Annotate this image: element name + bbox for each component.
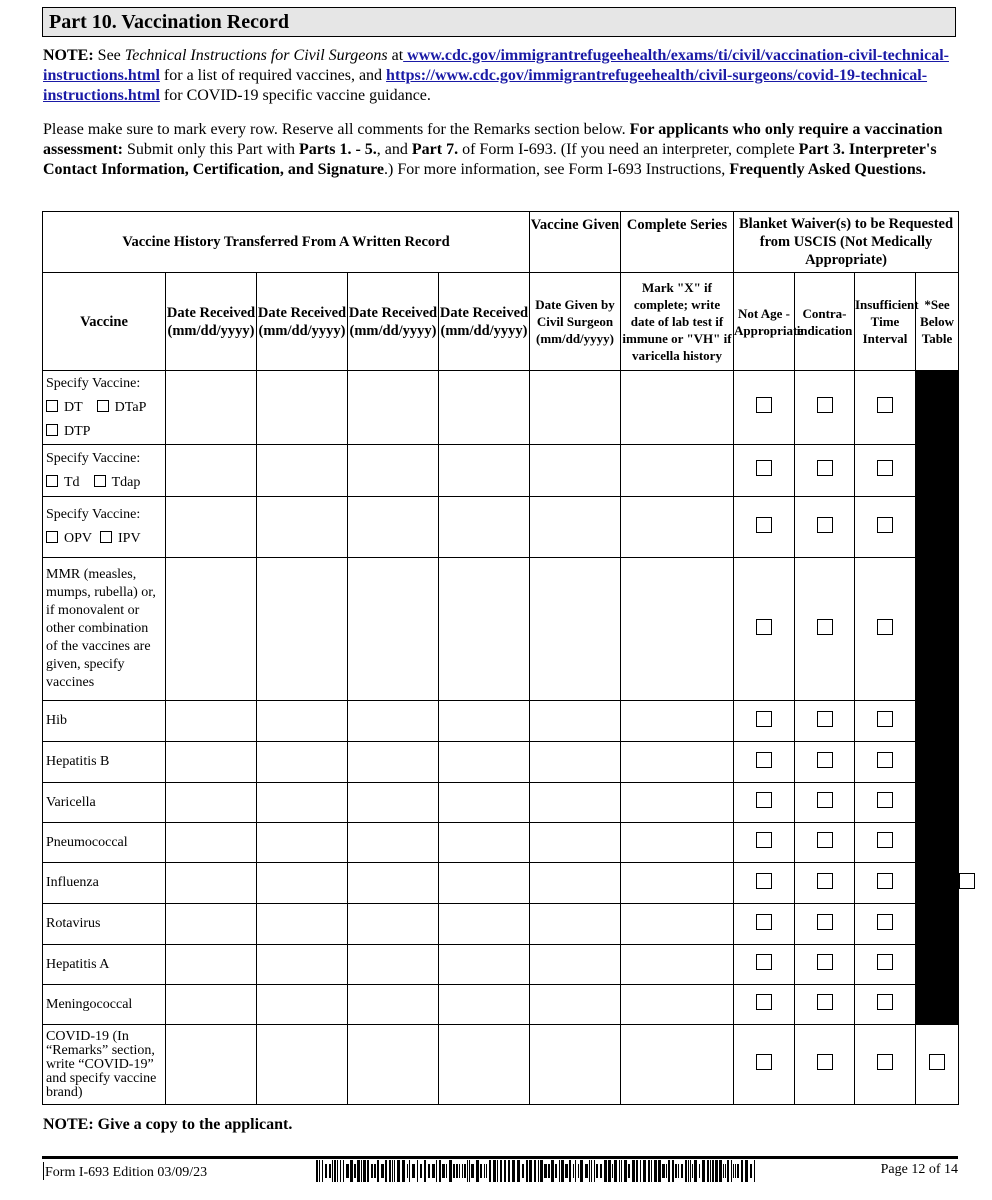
note-text-1: See — [93, 47, 125, 64]
date-given-cell[interactable] — [530, 742, 621, 783]
opv-checkbox[interactable] — [46, 531, 58, 543]
date-cell[interactable] — [348, 558, 439, 701]
col-date-received-4: Date Received (mm/dd/yyyy) — [439, 273, 530, 371]
vaccine-cell — [43, 445, 166, 497]
date-cell[interactable] — [257, 445, 348, 497]
date-given-cell[interactable] — [530, 904, 621, 945]
contra-checkbox[interactable] — [817, 954, 833, 970]
specify-label: Specify Vaccine: — [46, 375, 141, 391]
specify-label: Specify Vaccine: — [46, 450, 141, 466]
insufficient-checkbox[interactable] — [877, 914, 893, 930]
contra-checkbox[interactable] — [817, 460, 833, 476]
page-number: Page 12 of 14 — [880, 1162, 958, 1177]
date-cell[interactable] — [348, 863, 439, 904]
complete-cell[interactable] — [621, 742, 734, 783]
date-cell[interactable] — [257, 371, 348, 445]
date-cell[interactable] — [166, 783, 257, 823]
contra-checkbox[interactable] — [817, 619, 833, 635]
complete-cell[interactable] — [621, 497, 734, 558]
instructions-paragraph — [43, 120, 955, 180]
instr-bold-4: Part 3. Interpreter's Contact Information, Certification, and Signature — [43, 141, 937, 178]
date-cell[interactable] — [166, 823, 257, 863]
date-given-cell[interactable] — [530, 558, 621, 701]
not-age-checkbox[interactable] — [756, 873, 772, 889]
form-edition-text: Form I-693 Edition 03/09/23 — [45, 1165, 208, 1180]
insufficient-checkbox[interactable] — [877, 954, 893, 970]
insufficient-checkbox[interactable] — [877, 994, 893, 1010]
contra-checkbox[interactable] — [817, 711, 833, 727]
dt-label: DT — [64, 399, 83, 415]
insufficient-checkbox[interactable] — [877, 1054, 893, 1070]
col-mark-complete: Mark "X" if complete; write date of lab test if immune or "VH" if varicella history — [621, 273, 734, 371]
vaccine-name: Varicella — [43, 783, 166, 823]
insufficient-checkbox[interactable] — [877, 873, 893, 889]
date-cell[interactable] — [348, 985, 439, 1025]
table-row — [43, 701, 959, 742]
vaccine-cell — [43, 371, 166, 445]
instr-text-3: , and — [376, 141, 412, 158]
insufficient-checkbox[interactable] — [877, 832, 893, 848]
specify-label: Specify Vaccine: — [46, 507, 141, 522]
not-age-checkbox[interactable] — [756, 1054, 772, 1070]
header-vaccine-given: Vaccine Given — [530, 212, 621, 273]
not-age-checkbox[interactable] — [756, 994, 772, 1010]
table-row — [43, 445, 959, 497]
table-row — [43, 1025, 959, 1105]
col-vaccine: Vaccine — [43, 273, 166, 371]
complete-cell[interactable] — [621, 823, 734, 863]
date-cell[interactable] — [257, 823, 348, 863]
blacked-out-cell — [916, 371, 959, 904]
date-cell[interactable] — [348, 945, 439, 985]
note-text-4: for a list of required vaccines, and — [159, 67, 387, 84]
note-paragraph — [43, 46, 955, 106]
instr-text-2: Submit only this Part with — [123, 141, 300, 158]
not-age-checkbox[interactable] — [756, 752, 772, 768]
col-date-received-3: Date Received (mm/dd/yyyy) — [348, 273, 439, 371]
instr-bold-5: Frequently Asked Questions. — [729, 161, 926, 178]
date-cell[interactable] — [439, 371, 530, 445]
instr-text-1: Please make sure to mark every row. Reserve all comments for the Remarks section below. — [43, 121, 630, 138]
date-cell[interactable] — [439, 863, 530, 904]
table-row — [43, 863, 959, 904]
not-age-checkbox[interactable] — [756, 792, 772, 808]
date-cell[interactable] — [439, 985, 530, 1025]
date-cell[interactable] — [348, 904, 439, 945]
instr-text-4: of Form I-693. (If you need an interpreter, complete — [458, 141, 799, 158]
part-title: Part 10. Vaccination Record — [42, 7, 956, 37]
date-cell[interactable] — [439, 497, 530, 558]
complete-cell[interactable] — [621, 863, 734, 904]
table-row — [43, 371, 959, 445]
date-cell[interactable] — [257, 742, 348, 783]
vaccine-name: MMR (measles, mumps, rubella) or, if monovalent or other combination of the vaccines are given, specify vaccines — [43, 558, 166, 701]
not-age-checkbox[interactable] — [756, 711, 772, 727]
vaccine-name: Pneumococcal — [43, 823, 166, 863]
col-date-received-1: Date Received (mm/dd/yyyy) — [166, 273, 257, 371]
date-cell[interactable] — [257, 497, 348, 558]
date-cell[interactable] — [348, 742, 439, 783]
complete-cell[interactable] — [621, 783, 734, 823]
copy-note: NOTE: Give a copy to the applicant. — [43, 1116, 293, 1133]
date-given-cell[interactable] — [530, 701, 621, 742]
header-blanket-waiver: Blanket Waiver(s) to be Requested from USCIS (Not Medically Appropriate) — [734, 212, 959, 273]
date-cell[interactable] — [166, 945, 257, 985]
ipv-label: IPV — [118, 531, 141, 546]
date-given-cell[interactable] — [530, 497, 621, 558]
vaccine-name: Hib — [43, 701, 166, 742]
date-cell[interactable] — [348, 823, 439, 863]
col-date-received-2: Date Received (mm/dd/yyyy) — [257, 273, 348, 371]
instr-text-5: .) For more information, see Form I-693 Instructions, — [384, 161, 730, 178]
date-cell[interactable] — [166, 863, 257, 904]
contra-checkbox[interactable] — [817, 792, 833, 808]
table-row — [43, 497, 959, 558]
complete-cell[interactable] — [621, 1025, 734, 1105]
date-given-cell[interactable] — [530, 985, 621, 1025]
col-date-given: Date Given by Civil Surgeon (mm/dd/yyyy) — [530, 273, 621, 371]
date-cell[interactable] — [257, 985, 348, 1025]
date-cell[interactable] — [348, 445, 439, 497]
date-cell[interactable] — [166, 985, 257, 1025]
instr-bold-3: Part 7. — [411, 141, 459, 158]
date-cell[interactable] — [439, 701, 530, 742]
vaccine-name: Rotavirus — [43, 904, 166, 945]
note-text-5: for COVID-19 specific vaccine guidance. — [159, 87, 431, 104]
ipv-checkbox[interactable] — [100, 531, 112, 543]
insufficient-checkbox[interactable] — [877, 619, 893, 635]
date-cell[interactable] — [439, 783, 530, 823]
td-checkbox[interactable] — [46, 475, 58, 487]
note-label: NOTE: — [43, 47, 94, 64]
date-cell[interactable] — [166, 742, 257, 783]
complete-cell[interactable] — [621, 445, 734, 497]
tdap-label: Tdap — [111, 474, 141, 490]
not-age-checkbox[interactable] — [756, 397, 772, 413]
dt-checkbox[interactable] — [46, 400, 58, 412]
table-row — [43, 985, 959, 1025]
vaccine-name: COVID-19 (In “Remarks” section, write “COVID-19” and specify vaccine brand) — [43, 1025, 166, 1105]
vaccine-name: Hepatitis A — [43, 945, 166, 985]
col-contraindication: Contra- indication — [795, 273, 855, 371]
col-see-below: *See Below Table — [916, 273, 959, 371]
insufficient-checkbox[interactable] — [877, 517, 893, 533]
complete-cell[interactable] — [621, 904, 734, 945]
contra-checkbox[interactable] — [817, 752, 833, 768]
date-given-cell[interactable] — [530, 371, 621, 445]
date-cell[interactable] — [166, 1025, 257, 1105]
date-cell[interactable] — [166, 904, 257, 945]
note-italic-title: Technical Instructions for Civil Surgeons — [124, 47, 388, 64]
date-cell[interactable] — [439, 558, 530, 701]
dtp-checkbox[interactable] — [46, 424, 58, 436]
contra-checkbox[interactable] — [817, 832, 833, 848]
dtap-checkbox[interactable] — [97, 400, 109, 412]
blacked-out-cell — [916, 904, 959, 1025]
cdc-covid-link[interactable]: https://www.cdc.gov/immigrantrefugeehealth/civil-surgeons/covid-19-technical-instructions.html — [43, 67, 928, 104]
date-cell[interactable] — [257, 863, 348, 904]
table-row — [43, 904, 959, 945]
date-cell[interactable] — [439, 742, 530, 783]
vaccination-table — [42, 211, 959, 1105]
date-cell[interactable] — [439, 445, 530, 497]
header-history: Vaccine History Transferred From A Written Record — [43, 212, 530, 273]
not-age-checkbox[interactable] — [756, 619, 772, 635]
dtp-label: DTP — [64, 423, 91, 439]
date-cell[interactable] — [166, 701, 257, 742]
date-given-cell[interactable] — [530, 445, 621, 497]
see-below-checkbox[interactable] — [929, 1054, 945, 1070]
instr-bold-2: Parts 1. - 5. — [299, 141, 377, 158]
insufficient-checkbox[interactable] — [877, 397, 893, 413]
date-cell[interactable] — [166, 445, 257, 497]
not-age-checkbox[interactable] — [756, 517, 772, 533]
tdap-checkbox[interactable] — [94, 475, 106, 487]
not-age-checkbox[interactable] — [756, 954, 772, 970]
not-age-checkbox[interactable] — [756, 914, 772, 930]
date-given-cell[interactable] — [530, 863, 621, 904]
header-complete-series: Complete Series — [621, 212, 734, 273]
td-label: Td — [64, 474, 80, 490]
not-age-checkbox[interactable] — [756, 832, 772, 848]
form-edition — [43, 1162, 207, 1181]
date-cell[interactable] — [439, 904, 530, 945]
insufficient-checkbox[interactable] — [877, 711, 893, 727]
complete-cell[interactable] — [621, 558, 734, 701]
date-cell[interactable] — [348, 1025, 439, 1105]
note-text-3: at — [387, 47, 404, 64]
not-age-checkbox[interactable] — [756, 460, 772, 476]
contra-checkbox[interactable] — [817, 517, 833, 533]
date-given-cell[interactable] — [530, 783, 621, 823]
insufficient-checkbox[interactable] — [877, 460, 893, 476]
vaccine-name: Influenza — [43, 863, 166, 904]
date-cell[interactable] — [257, 904, 348, 945]
col-insufficient-time: Insufficient Time Interval — [855, 273, 916, 371]
vaccine-name: Meningococcal — [43, 985, 166, 1025]
insufficient-checkbox[interactable] — [877, 792, 893, 808]
complete-cell[interactable] — [621, 371, 734, 445]
complete-cell[interactable] — [621, 985, 734, 1025]
contra-checkbox[interactable] — [817, 397, 833, 413]
col-not-age-appropriate: Not Age - Appropriate — [734, 273, 795, 371]
dtap-label: DTaP — [114, 399, 147, 415]
contra-checkbox[interactable] — [817, 914, 833, 930]
date-cell[interactable] — [257, 1025, 348, 1105]
date-cell[interactable] — [166, 558, 257, 701]
date-cell[interactable] — [439, 945, 530, 985]
date-cell[interactable] — [257, 783, 348, 823]
table-row — [43, 783, 959, 823]
vaccine-cell — [43, 497, 166, 558]
date-given-cell[interactable] — [530, 823, 621, 863]
instr-bold-1: For applicants who only require a vaccination assessment: — [43, 121, 943, 158]
contra-checkbox[interactable] — [817, 1054, 833, 1070]
date-cell[interactable] — [257, 701, 348, 742]
opv-label: OPV — [64, 531, 93, 546]
date-cell[interactable] — [348, 497, 439, 558]
date-cell[interactable] — [257, 945, 348, 985]
date-cell[interactable] — [166, 497, 257, 558]
complete-cell[interactable] — [621, 945, 734, 985]
vaccine-name: Hepatitis B — [43, 742, 166, 783]
insufficient-checkbox[interactable] — [877, 752, 893, 768]
date-cell[interactable] — [439, 823, 530, 863]
table-row — [43, 823, 959, 863]
contra-checkbox[interactable] — [817, 873, 833, 889]
complete-cell[interactable] — [621, 701, 734, 742]
date-given-cell[interactable] — [530, 945, 621, 985]
date-cell[interactable] — [166, 371, 257, 445]
date-given-cell[interactable] — [530, 1025, 621, 1105]
date-cell[interactable] — [348, 371, 439, 445]
footer-divider — [42, 1156, 958, 1159]
table-row — [43, 558, 959, 701]
barcode — [316, 1160, 760, 1182]
date-cell[interactable] — [348, 701, 439, 742]
cdc-vaccination-link[interactable]: www.cdc.gov/immigrantrefugeehealth/exams/ti/civil/vaccination-civil-technical-instructions.html — [43, 47, 949, 84]
see-below-checkbox[interactable] — [959, 873, 975, 889]
date-cell[interactable] — [439, 1025, 530, 1105]
date-cell[interactable] — [257, 558, 348, 701]
contra-checkbox[interactable] — [817, 994, 833, 1010]
table-row — [43, 945, 959, 985]
date-cell[interactable] — [348, 783, 439, 823]
table-row — [43, 742, 959, 783]
